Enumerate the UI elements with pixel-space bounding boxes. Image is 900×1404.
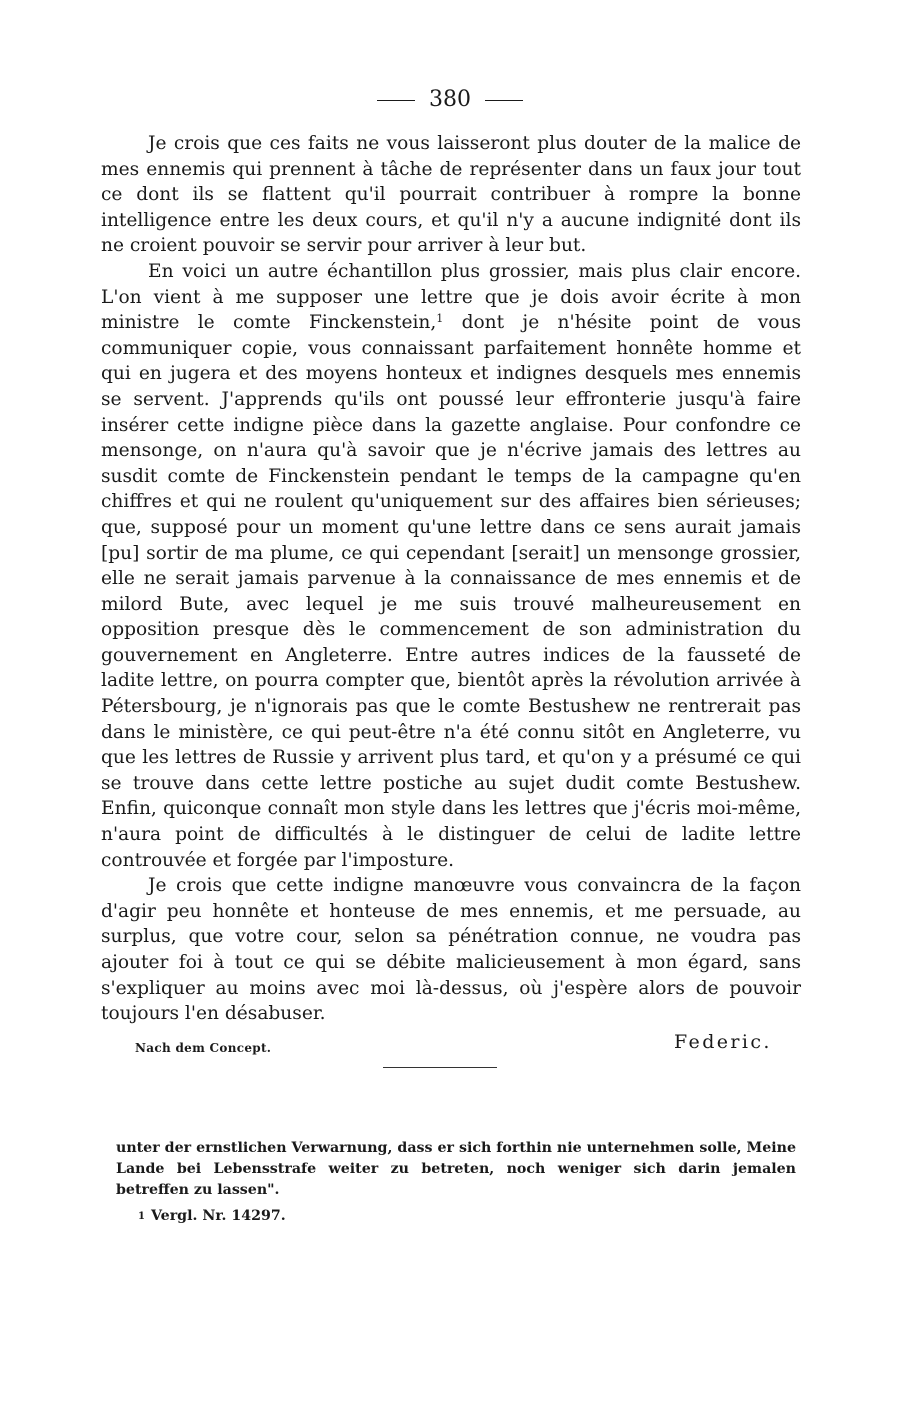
footnote-text: Vergl. Nr. 14297. (150, 1208, 286, 1224)
source-note: Nach dem Concept. (135, 1041, 272, 1055)
header-dash-left (377, 100, 415, 101)
paragraph-2-start: En voici un autre échantillon plus grossier, mais plus clair encore. L'on vient à me supposer une lettre que je dois avoir écrite à mon ministre le comte Finckenstein, (101, 260, 801, 334)
letter-body (101, 131, 801, 1027)
page-header (0, 86, 900, 114)
separator-rule (383, 1067, 497, 1068)
footnote-1 (116, 1206, 796, 1227)
paragraph-2 (101, 259, 801, 873)
footnotes (116, 1138, 796, 1227)
paragraph-3: Je crois que cette indigne manœuvre vous convaincra de la façon d'agir peu honnête et honteuse de mes ennemis, et me persuade, au surplus, que votre cour, selon sa pénétration connue, ne voudra pas ajouter foi à tout ce qui se débite malicieusement à mon égard, sans s'expliquer au moins avec moi là-dessus, où j'espère alors de pouvoir toujours l'en désabuser. (101, 875, 801, 1025)
paragraph-1: Je crois que ces faits ne vous laisseront plus douter de la malice de mes ennemis qui prennent à tâche de représenter dans un faux jour tout ce dont ils se flattent qu'il pourrait contribuer à rompre la bonne intelligence entre les deux cours, et qu'il n'y a aucune indignité dont ils ne croient pouvoir se servir pour arriver à leur but. (101, 133, 801, 257)
signature: Federic. (674, 1031, 772, 1053)
page-number: 380 (429, 87, 471, 112)
paragraph-2-rest: dont je n'hésite point de vous communiquer copie, vous connaissant parfaitement honnête homme et qui en jugera et des moyens honteux et indignes desquels mes ennemis se servent. J'apprends qu'ils ont poussé leur effronterie jusqu'à faire insérer cette indigne pièce dans la gazette anglaise. Pour confondre ce mensonge, on n'aura qu'à savoir que je n'écrive jamais des lettres au susdit comte de Finckenstein pendant le temps de la campagne qu'en chiffres et qui ne roulent qu'uniquement sur des affaires bien sérieuses; que, supposé pour un moment qu'une lettre dans ce sens aurait jamais [pu] sortir de ma plume, ce qui cependant [serait] un mensonge grossier, elle ne serait jamais parvenue à la connaissance de mes ennemis et de milord Bute, avec lequel je me suis trouvé malheureusement en opposition presque dès le commencement de son administration du gouvernement en Angleterre. Entre autres indices de la fausseté de ladite lettre, on pourra compter que, bientôt après la révolution arrivée à Pétersbourg, je n'ignorais pas que le comte Bestushew ne rentrerait pas dans le ministère, ce qui peut-être n'a été connu sitôt en Angleterre, vu que les lettres de Russie y arrivent plus tard, et qu'on y a présumé ce qui se trouve dans cette lettre postiche au sujet dudit comte Bestushew. Enfin, quiconque connaît mon style dans les lettres que j'écris moi-même, n'aura point de difficultés à le distinguer de celui de ladite lettre controuvée et forgée par l'imposture. (101, 312, 802, 871)
footnote-number: 1 (138, 1211, 145, 1222)
header-dash-right (485, 100, 523, 101)
footnote-marker: 1 (436, 312, 444, 326)
footnote-continuation: unter der ernstlichen Verwarnung, dass er sich forthin nie unternehmen solle, Meine Lande bei Lebensstrafe weiter zu betreten, noch weniger sich darin jemalen betreffen zu lassen". (116, 1140, 796, 1198)
